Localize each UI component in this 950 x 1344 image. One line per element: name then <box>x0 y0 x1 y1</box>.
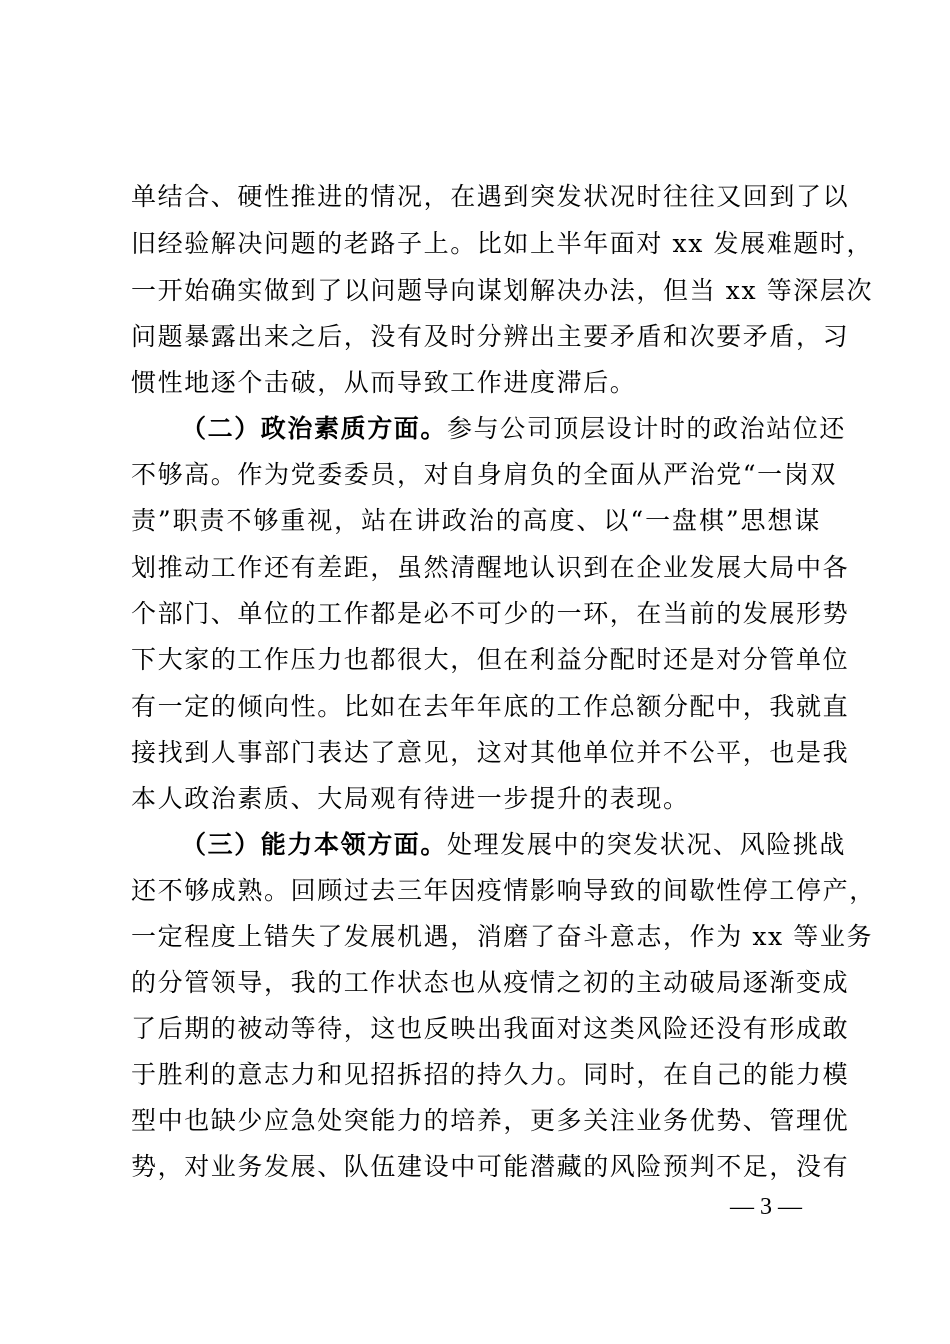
paragraph-3-line-6: 于胜利的意志力和见招拆招的持久力。同时，在自己的能力模 <box>131 1060 850 1089</box>
paragraph-3-first-line-text: 处理发展中的突发状况、风险挑战 <box>447 830 847 859</box>
paragraph-3-line-2: 还不够成熟。回顾过去三年因疫情影响导致的间歇性停工停产， <box>131 876 876 905</box>
paragraph-3-line-7: 型中也缺少应急处突能力的培养，更多关注业务优势、管理优 <box>131 1106 850 1135</box>
page-number: — 3 — <box>730 1194 802 1220</box>
paragraph-1-line-5: 惯性地逐个击破，从而导致工作进度滞后。 <box>131 368 637 397</box>
paragraph-1-line-3: 一开始确实做到了以问题导向谋划解决办法，但当 xx 等深层次 <box>131 276 874 305</box>
paragraph-3-line-4: 的分管领导，我的工作状态也从疫情之初的主动破局逐渐变成 <box>131 968 850 997</box>
paragraph-2-line-3: 责”职责不够重视，站在讲政治的高度、以“一盘棋”思想谋 <box>131 506 821 535</box>
paragraph-2-line-5: 个部门、单位的工作都是必不可少的一环，在当前的发展形势 <box>131 599 850 628</box>
paragraph-2-line-7: 有一定的倾向性。比如在去年年底的工作总额分配中，我就直 <box>131 692 850 721</box>
paragraph-2-first-line <box>181 406 847 452</box>
paragraph-2-line-9: 本人政治素质、大局观有待进一步提升的表现。 <box>131 784 690 813</box>
paragraph-1-line-4: 问题暴露出来之后，没有及时分辨出主要矛盾和次要矛盾，习 <box>131 322 850 351</box>
paragraph-2-line-2: 不够高。作为党委委员，对自身肩负的全面从严治党“一岗双 <box>131 460 837 489</box>
paragraph-2-line-6: 下大家的工作压力也都很大，但在利益分配时还是对分管单位 <box>131 645 850 674</box>
section-heading-capability: （三）能力本领方面。 <box>181 830 448 859</box>
paragraph-2-line-8: 接找到人事部门表达了意见，这对其他单位并不公平，也是我 <box>131 738 850 767</box>
paragraph-3-first-line <box>181 822 847 868</box>
paragraph-3-line-3: 一定程度上错失了发展机遇，消磨了奋斗意志，作为 xx 等业务 <box>131 922 874 951</box>
paragraph-3-line-5: 了后期的被动等待，这也反映出我面对这类风险还没有形成敢 <box>131 1014 850 1043</box>
section-heading-political: （二）政治素质方面。 <box>181 414 448 443</box>
paragraph-1-line-2: 旧经验解决问题的老路子上。比如上半年面对 xx 发展难题时， <box>131 229 874 258</box>
paragraph-2-first-line-text: 参与公司顶层设计时的政治站位还 <box>447 414 847 443</box>
paragraph-3-line-8: 势，对业务发展、队伍建设中可能潜藏的风险预判不足，没有 <box>131 1152 850 1181</box>
paragraph-1-line-1: 单结合、硬性推进的情况，在遇到突发状况时往往又回到了以 <box>131 182 850 211</box>
paragraph-2-line-4: 划推动工作还有差距，虽然清醒地认识到在企业发展大局中各 <box>131 553 850 582</box>
